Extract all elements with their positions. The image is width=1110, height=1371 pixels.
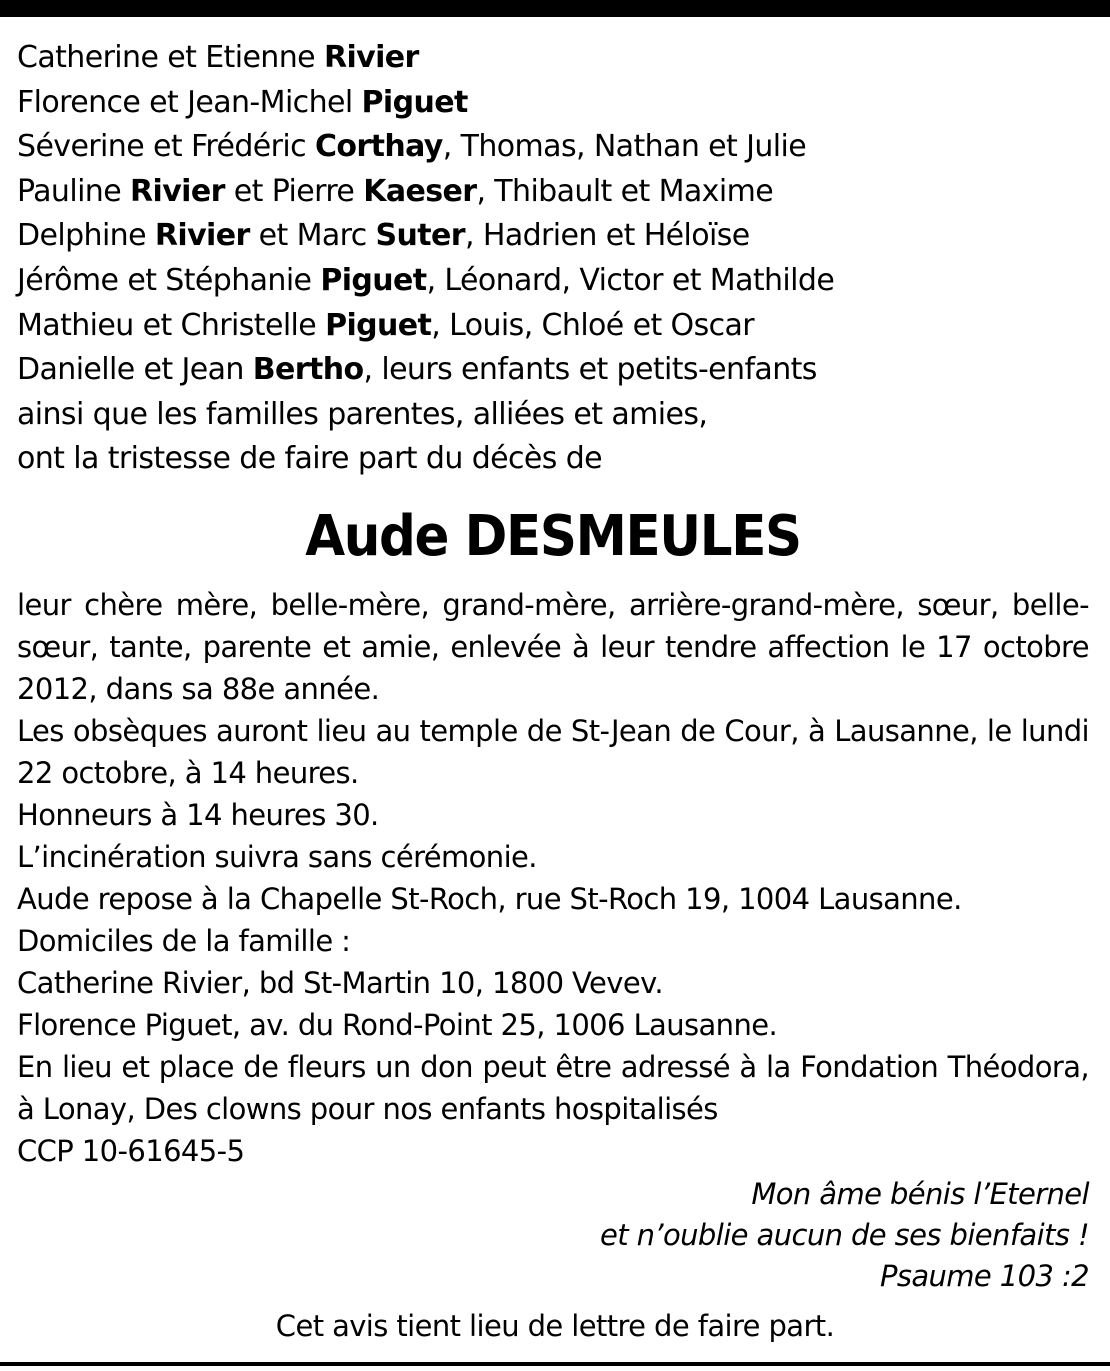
family-text: , Louis, Chloé et Oscar — [431, 307, 755, 343]
family-line — [17, 214, 1089, 259]
family-text: Catherine et Etienne — [17, 40, 324, 75]
family-text: ainsi que les familles parentes, alliées et amies, — [17, 396, 708, 432]
family-line — [17, 393, 1089, 438]
family-text: , Thibault et Maxime — [476, 173, 774, 209]
verse-reference: Psaume 103 :2 — [879, 1258, 1089, 1293]
footer-note: Cet avis tient lieu de lettre de faire part. — [275, 1309, 835, 1343]
family-surname: Rivier — [130, 173, 225, 209]
family-surname: Piguet — [320, 262, 427, 298]
family-surname: Kaeser — [363, 173, 477, 209]
family-text: Danielle et Jean — [17, 352, 253, 388]
family-line — [17, 125, 1089, 170]
family-text: Florence et Jean-Michel — [17, 84, 362, 120]
notice-body — [17, 584, 1089, 1172]
donation-paragraph: En lieu et place de fleurs un don peut être adressé à la Fondation Théodora, à Lonay, Des clowns pour nos enfants hospitalisés — [17, 1049, 1089, 1126]
domicile-address: Florence Piguet, av. du Rond-Point 25, 1006 Lausanne. — [17, 1007, 778, 1042]
family-line — [17, 437, 1089, 482]
family-text: Mathieu et Christelle — [17, 307, 326, 343]
family-text: et Marc — [249, 218, 376, 254]
family-list — [17, 36, 1089, 482]
deceased-name: Aude DESMEULES — [305, 503, 801, 569]
family-surname: Piguet — [361, 84, 468, 120]
resting-place-line: Aude repose à la Chapelle St-Roch, rue St-Roch 19, 1004 Lausanne. — [17, 881, 962, 916]
top-rule — [0, 0, 1110, 17]
bible-verse — [17, 1174, 1089, 1297]
domicile-address: Catherine Rivier, bd St-Martin 10, 1800 Vevev. — [17, 965, 663, 1000]
family-line — [17, 304, 1089, 349]
family-surname: Corthay — [314, 129, 443, 165]
honors-line: Honneurs à 14 heures 30. — [17, 797, 379, 832]
ccp-line: CCP 10-61645-5 — [17, 1133, 245, 1168]
family-line — [17, 36, 1089, 81]
family-surname: Bertho — [252, 352, 364, 388]
family-text: Delphine — [17, 218, 155, 254]
family-line — [17, 259, 1089, 304]
funeral-paragraph: Les obsèques auront lieu au temple de St-Jean de Cour, à Lausanne, le lundi 22 octobre, à 14 heures. — [17, 713, 1089, 790]
family-text: , Hadrien et Héloïse — [465, 218, 750, 254]
verse-line: et n’oublie aucun de ses bienfaits ! — [599, 1217, 1089, 1252]
family-text: , Thomas, Nathan et Julie — [442, 129, 807, 165]
cremation-line: L’incinération suivra sans cérémonie. — [17, 839, 537, 874]
family-line — [17, 81, 1089, 126]
family-surname: Suter — [375, 218, 465, 254]
family-text: , Léonard, Victor et Mathilde — [426, 262, 835, 298]
family-surname: Rivier — [323, 40, 419, 75]
family-surname: Piguet — [325, 307, 432, 343]
bottom-rule — [0, 1362, 1110, 1366]
obituary-notice — [17, 36, 1089, 1297]
family-text: et Pierre — [224, 173, 364, 209]
family-text: Pauline — [17, 173, 131, 209]
domiciles-label: Domiciles de la famille : — [17, 923, 351, 958]
family-line — [17, 348, 1089, 393]
relation-paragraph: leur chère mère, belle-mère, grand-mère, arrière-grand-mère, sœur, belle-sœur, tante, parente et amie, enlevée à leur tendre affection le 17 octobre 2012, dans sa 88e année. — [17, 587, 1089, 706]
family-surname: Rivier — [154, 218, 250, 254]
family-text: Jérôme et Stéphanie — [17, 262, 321, 298]
family-text: , leurs enfants et petits-enfants — [363, 352, 817, 388]
family-text: ont la tristesse de faire part du décès de — [17, 441, 603, 477]
verse-line: Mon âme bénis l’Eternel — [751, 1176, 1089, 1211]
family-line — [17, 170, 1089, 215]
family-text: Séverine et Frédéric — [17, 129, 315, 165]
